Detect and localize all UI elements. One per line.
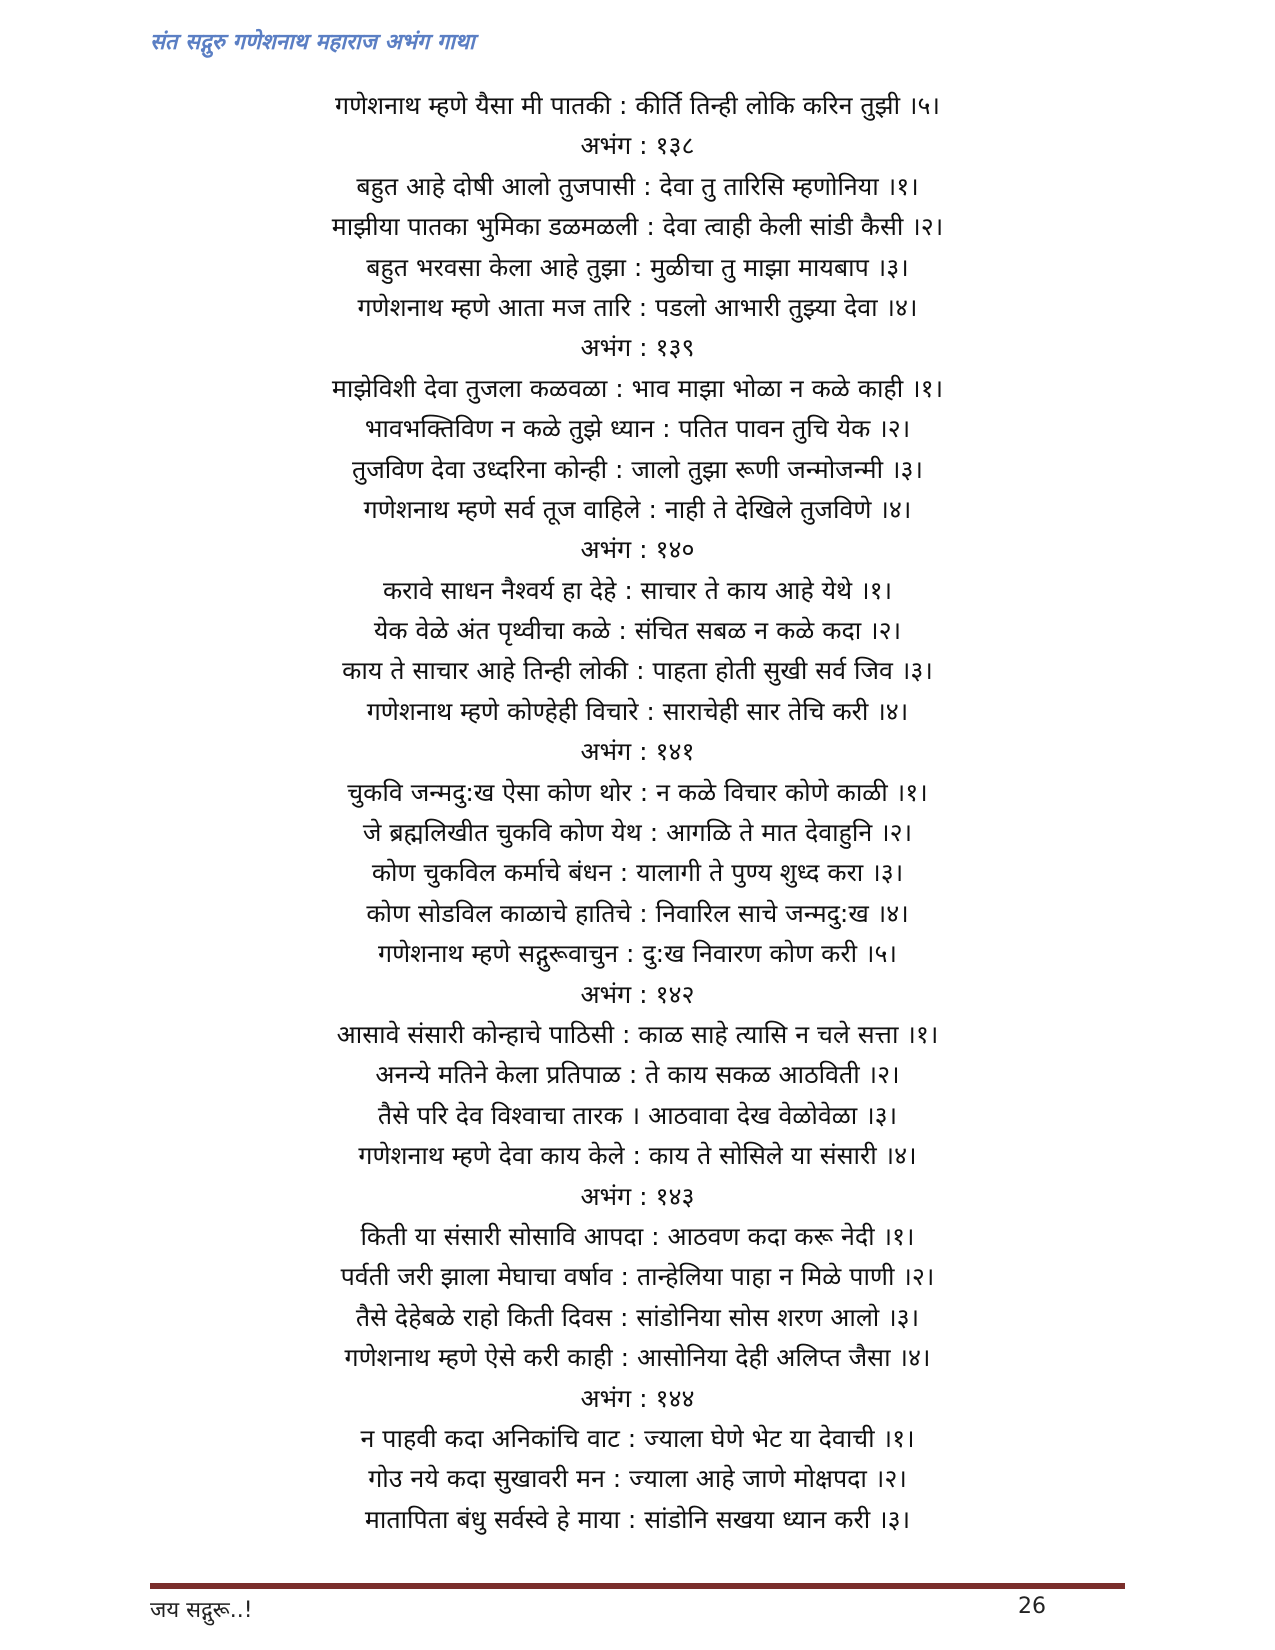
- verse-line: तैसे देहेबळे राहो किती दिवस : सांडोनिया सोस शरण आलो ।३।: [355, 1302, 920, 1332]
- verse-line: चुकवि जन्मदु:ख ऐसा कोण थोर : न कळे विचार कोणे काळी ।१।: [347, 777, 928, 807]
- footer-divider: [150, 1583, 1125, 1589]
- abhang-heading: अभंग : १४४: [580, 1383, 695, 1413]
- verse-line: गोउ नये कदा सुखावरी मन : ज्याला आहे जाणे मोक्षपदा ।२।: [368, 1464, 907, 1494]
- verse-line: जे ब्रह्मलिखीत चुकवि कोण येथ : आगळि ते मात देवाहुनि ।२।: [362, 818, 913, 848]
- abhang-heading: अभंग : १४३: [580, 1181, 695, 1211]
- verse-line: गणेशनाथ म्हणे देवा काय केले : काय ते सोसिले या संसारी ।४।: [358, 1141, 917, 1171]
- verse-line: कोण चुकविल कर्माचे बंधन : यालागी ते पुण्य शुध्द करा ।३।: [371, 858, 904, 888]
- verse-line: गणेशनाथ म्हणे कोण्हेही विचारे : साराचेही सार तेचि करी ।४।: [366, 696, 909, 726]
- verse-line: न पाहवी कदा अनिकांचि वाट : ज्याला घेणे भेट या देवाची ।१।: [360, 1423, 915, 1453]
- verse-line: करावे साधन नैश्वर्य हा देहे : साचार ते काय आहे येथे ।१।: [382, 575, 893, 605]
- abhang-heading: अभंग : १३८: [580, 131, 695, 161]
- verse-line: काय ते साचार आहे तिन्ही लोकी : पाहता होती सुखी सर्व जिव ।३।: [342, 656, 933, 686]
- verse-line: बहुत भरवसा केला आहे तुझा : मुळीचा तु माझा मायबाप ।३।: [366, 252, 909, 282]
- verse-line: माझीया पातका भुमिका डळमळली : देवा त्वाही केली सांडी कैसी ।२।: [331, 212, 944, 242]
- abhang-text-body: [150, 86, 1125, 1540]
- page-header-title: संत सद्गुरु गणेशनाथ महाराज अभंग गाथा: [150, 30, 475, 55]
- verse-line: येक वेळे अंत पृथ्वीचा कळे : संचित सबळ न कळे कदा ।२।: [373, 616, 902, 646]
- verse-line: अनन्ये मतिने केला प्रतिपाळ : ते काय सकळ आठविती ।२।: [375, 1060, 900, 1090]
- verse-line: भावभक्तिविण न कळे तुझे ध्यान : पतित पावन तुचि येक ।२।: [364, 414, 911, 444]
- verse-line: बहुत आहे दोषी आलो तुजपासी : देवा तु तारिसि म्हणोनिया ।१।: [356, 171, 919, 201]
- verse-line: किती या संसारी सोसावि आपदा : आठवण कदा करू नेदी ।१।: [360, 1221, 915, 1251]
- abhang-heading: अभंग : १४१: [580, 737, 695, 767]
- footer-text: जय सद्गुरू..!: [150, 1598, 253, 1623]
- abhang-heading: अभंग : १४२: [580, 979, 695, 1009]
- verse-line: गणेशनाथ म्हणे ऐसे करी काही : आसोनिया देही अलिप्त जैसा ।४।: [344, 1343, 931, 1373]
- abhang-heading: अभंग : १३९: [580, 333, 695, 363]
- verse-line: कोण सोडविल काळाचे हातिचे : निवारिल साचे जन्मदु:ख ।४।: [366, 898, 909, 928]
- verse-line: पर्वती जरी झाला मेघाचा वर्षाव : तान्हेलिया पाहा न मिळे पाणी ।२।: [340, 1262, 935, 1292]
- page-number: 26: [1018, 1594, 1046, 1619]
- abhang-heading: अभंग : १४०: [580, 535, 695, 565]
- verse-line: मातापिता बंधु सर्वस्वे हे माया : सांडोनि सखया ध्यान करी ।३।: [364, 1504, 911, 1534]
- verse-line: गणेशनाथ म्हणे सर्व तूज वाहिले : नाही ते देखिले तुजविणे ।४।: [363, 494, 912, 524]
- verse-line: माझेविशी देवा तुजला कळवळा : भाव माझा भोळा न कळे काही ।१।: [331, 373, 944, 403]
- verse-line: गणेशनाथ म्हणे आता मज तारि : पडलो आभारी तुझ्या देवा ।४।: [357, 292, 918, 322]
- verse-line: गणेशनाथ म्हणे यैसा मी पातकी : कीर्ति तिन्ही लोकि करिन तुझी ।५।: [335, 91, 940, 120]
- verse-line: गणेशनाथ म्हणे सद्गुरूवाचुन : दु:ख निवारण कोण करी ।५।: [378, 939, 897, 969]
- verse-line: आसावे संसारी कोन्हाचे पाठिसी : काळ साहे त्यासि न चले सत्ता ।१।: [336, 1019, 939, 1049]
- verse-line: तैसे परि देव विश्वाचा तारक । आठवावा देख वेळोवेळा ।३।: [377, 1100, 898, 1130]
- verse-line: तुजविण देवा उध्दरिना कोन्ही : जालो तुझा रूणी जन्मोजन्मी ।३।: [351, 454, 924, 484]
